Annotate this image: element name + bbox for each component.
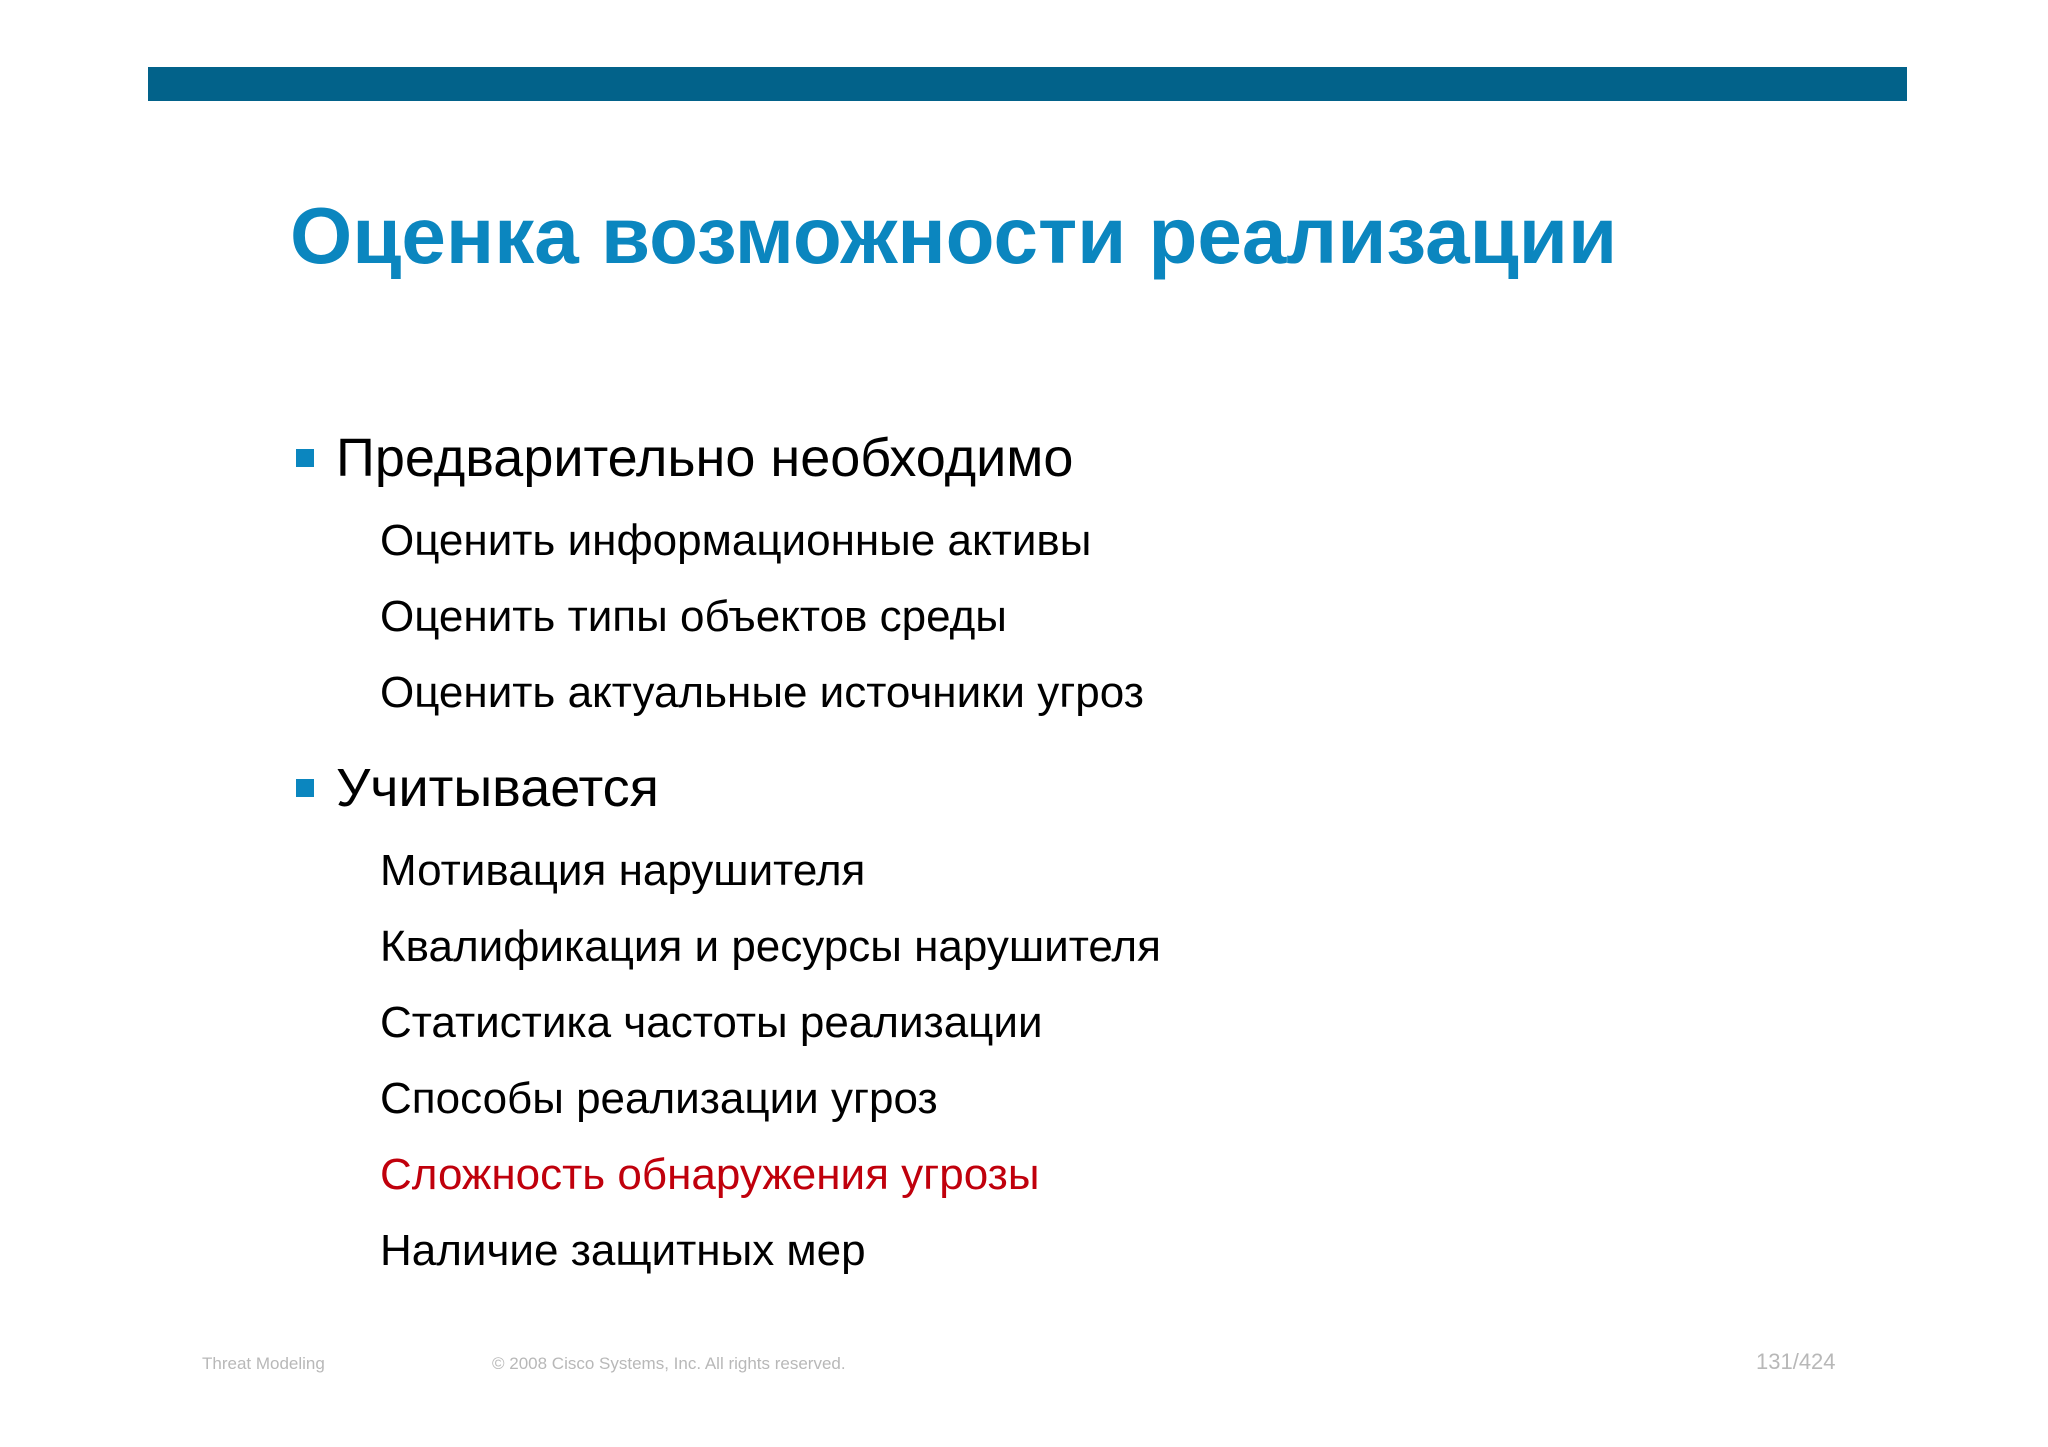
sub-item: Способы реализации угроз — [380, 1074, 938, 1123]
bullet-square-icon — [296, 779, 314, 797]
bullet-heading-text: Предварительно необходимо — [336, 428, 1074, 488]
bullet-heading-text: Учитывается — [336, 758, 659, 818]
slide-title: Оценка возможности реализации — [290, 191, 1618, 280]
sub-item: Квалификация и ресурсы нарушителя — [380, 922, 1161, 971]
top-bar — [148, 67, 1907, 101]
sub-item: Наличие защитных мер — [380, 1226, 866, 1275]
bullet-heading — [296, 753, 659, 823]
bullet-heading — [296, 423, 1073, 493]
sub-item: Мотивация нарушителя — [380, 846, 866, 895]
sub-item: Оценить информационные активы — [380, 516, 1092, 565]
sub-item-highlighted: Сложность обнаружения угрозы — [380, 1150, 1040, 1199]
bullet-square-icon — [296, 449, 314, 467]
sub-item: Оценить актуальные источники угроз — [380, 668, 1144, 717]
page-number: 131/424 — [1756, 1349, 1836, 1374]
sub-item: Статистика частоты реализации — [380, 998, 1043, 1047]
footer-course-name: Threat Modeling — [202, 1354, 325, 1373]
footer-copyright: © 2008 Cisco Systems, Inc. All rights reserved. — [492, 1354, 846, 1373]
sub-item: Оценить типы объектов среды — [380, 592, 1007, 641]
